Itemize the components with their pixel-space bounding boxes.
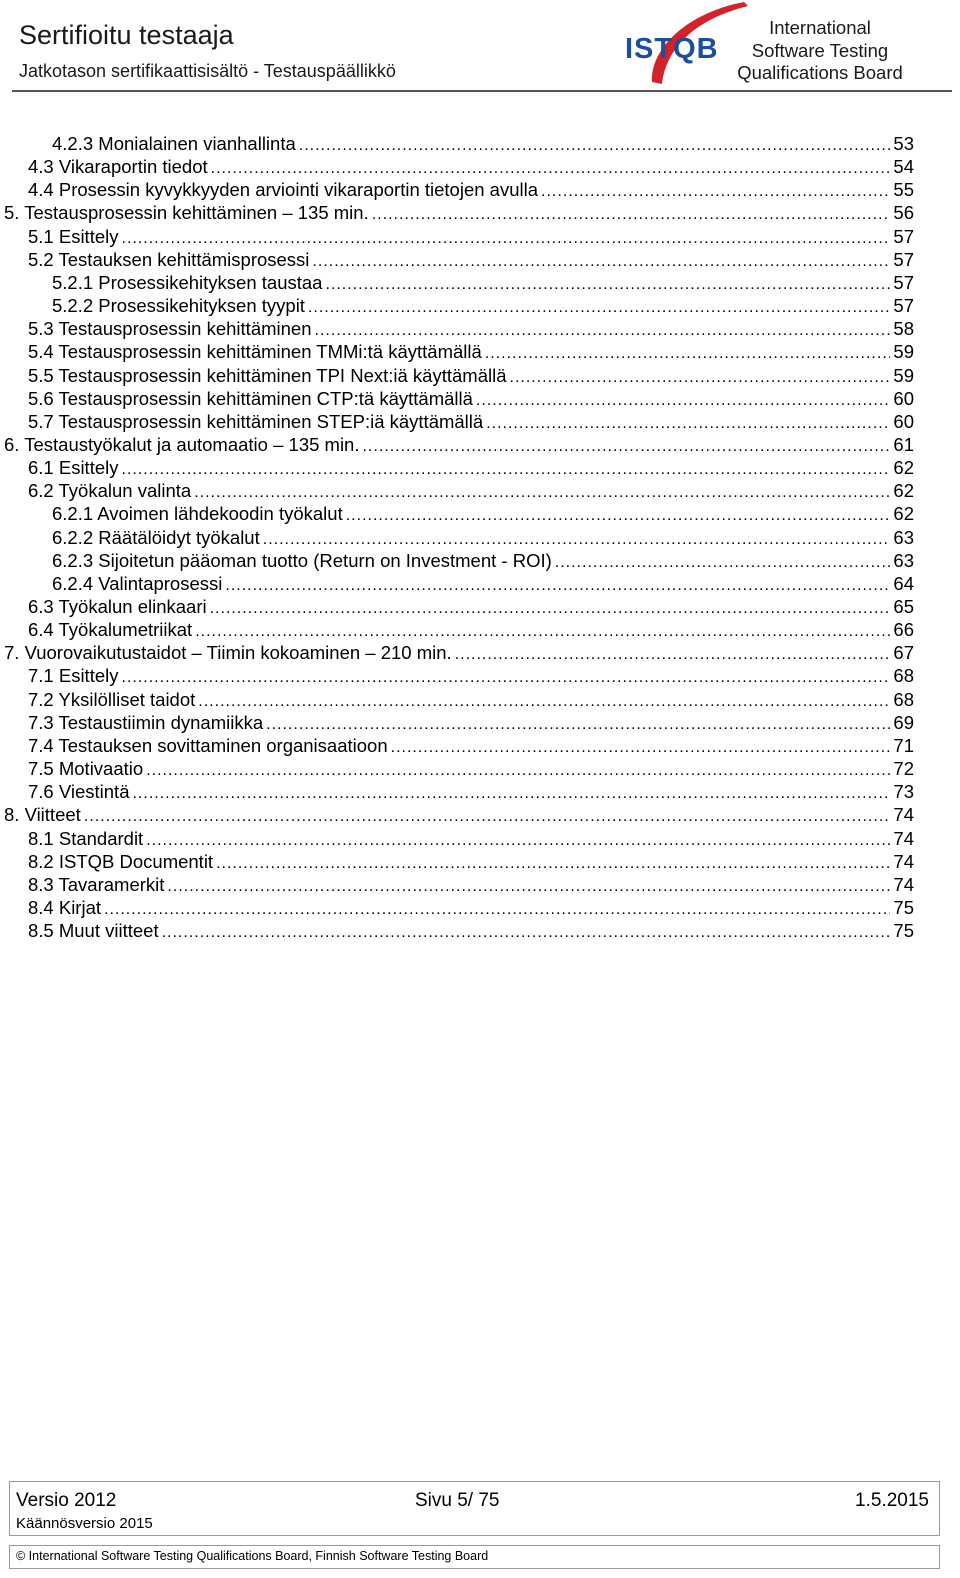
toc-entry-title: 5.6 Testausprosessin kehittäminen CTP:tä käyttämällä bbox=[28, 387, 473, 409]
toc-dot-leader bbox=[510, 366, 891, 389]
toc-dot-leader bbox=[84, 805, 891, 828]
toc-entry[interactable] bbox=[28, 364, 914, 387]
toc-dot-leader bbox=[312, 250, 890, 273]
page-header bbox=[0, 0, 960, 94]
toc-entry-title: 8.5 Muut viitteet bbox=[28, 920, 159, 942]
toc-dot-leader bbox=[486, 412, 890, 435]
toc-entry-page: 74 bbox=[893, 873, 914, 895]
toc-entry-page: 54 bbox=[893, 156, 914, 178]
toc-entry[interactable] bbox=[28, 688, 914, 711]
toc-dot-leader bbox=[225, 574, 890, 597]
toc-entry-page: 66 bbox=[893, 619, 914, 641]
toc-entry-title: 7.4 Testauksen sovittaminen organisaatioon bbox=[28, 734, 388, 756]
toc-entry[interactable] bbox=[4, 201, 914, 224]
toc-entry[interactable] bbox=[52, 526, 914, 549]
toc-entry-title: 4.4 Prosessin kyvykkyyden arviointi vikaraportin tietojen avulla bbox=[28, 179, 539, 201]
toc-entry-page: 69 bbox=[893, 711, 914, 733]
toc-dot-leader bbox=[122, 458, 891, 481]
toc-dot-leader bbox=[104, 898, 890, 921]
toc-dot-leader bbox=[132, 782, 890, 805]
toc-entry[interactable] bbox=[28, 618, 914, 641]
toc-entry[interactable] bbox=[28, 248, 914, 271]
toc-dot-leader bbox=[162, 921, 891, 944]
org-name-line: Qualifications Board bbox=[737, 62, 903, 83]
toc-entry[interactable] bbox=[28, 919, 914, 942]
toc-entry-title: 6.2.1 Avoimen lähdekoodin työkalut bbox=[52, 503, 343, 525]
toc-entry-title: 7.5 Motivaatio bbox=[28, 758, 144, 780]
toc-entry[interactable] bbox=[28, 317, 914, 340]
toc-entry-title: 7.3 Testaustiimin dynamiikka bbox=[28, 711, 264, 733]
toc-entry[interactable] bbox=[28, 757, 914, 780]
org-name bbox=[725, 17, 915, 85]
toc-dot-leader bbox=[146, 759, 890, 782]
toc-entry[interactable] bbox=[52, 572, 914, 595]
toc-entry-title: 5.2.1 Prosessikehityksen taustaa bbox=[52, 271, 323, 293]
toc-entry-title: 6.3 Työkalun elinkaari bbox=[28, 596, 207, 617]
org-name-line: International bbox=[769, 17, 871, 38]
toc-dot-leader bbox=[211, 157, 891, 180]
toc-entry-page: 65 bbox=[893, 596, 914, 617]
toc-entry-title: 8.1 Standardit bbox=[28, 827, 144, 849]
toc-dot-leader bbox=[210, 597, 891, 620]
toc-entry-title: 6.2.4 Valintaprosessi bbox=[52, 572, 223, 594]
toc-entry[interactable] bbox=[28, 873, 914, 896]
toc-dot-leader bbox=[195, 620, 890, 643]
document-subtitle: Jatkotason sertifikaattisisältö - Testauspäällikkö bbox=[19, 61, 396, 81]
toc-entry[interactable] bbox=[28, 595, 914, 618]
toc-entry[interactable] bbox=[28, 850, 914, 873]
toc-entry[interactable] bbox=[28, 155, 914, 178]
footer-version: Versio 2012 bbox=[16, 1490, 117, 1511]
toc-dot-leader bbox=[167, 875, 890, 898]
toc-entry-title: 5.1 Esittely bbox=[28, 225, 119, 247]
toc-entry[interactable] bbox=[28, 664, 914, 687]
toc-entry-title: 5.2.2 Prosessikehityksen tyypit bbox=[52, 295, 305, 317]
logo-text: ISTQB bbox=[625, 33, 719, 65]
toc-dot-leader bbox=[325, 273, 890, 296]
toc-entry-title: 6.1 Esittely bbox=[28, 457, 119, 479]
toc-entry-page: 56 bbox=[893, 202, 914, 224]
toc-entry-page: 63 bbox=[893, 526, 914, 548]
toc-entry[interactable] bbox=[28, 734, 914, 757]
toc-entry-page: 68 bbox=[893, 665, 914, 687]
toc-entry-page: 55 bbox=[893, 179, 914, 201]
toc-entry-title: 5.5 Testausprosessin kehittäminen TPI Next:iä käyttämällä bbox=[28, 364, 507, 386]
toc-dot-leader bbox=[194, 481, 890, 504]
toc-entry[interactable] bbox=[52, 294, 914, 317]
toc-entry-page: 75 bbox=[893, 896, 914, 918]
toc-dot-leader bbox=[198, 690, 890, 713]
toc-entry-page: 57 bbox=[893, 271, 914, 293]
toc-entry-title: 6.2.2 Räätälöidyt työkalut bbox=[52, 526, 260, 548]
toc-entry-title: 4.3 Vikaraportin tiedot bbox=[28, 156, 208, 178]
toc-entry-page: 64 bbox=[893, 572, 914, 594]
toc-entry-title: 6. Testaustyökalut ja automaatio – 135 min. bbox=[4, 433, 360, 455]
org-name-line: Software Testing bbox=[751, 39, 889, 61]
toc-dot-leader bbox=[476, 389, 891, 412]
toc-entry[interactable] bbox=[28, 896, 914, 919]
toc-entry[interactable] bbox=[28, 387, 914, 410]
toc-entry-page: 59 bbox=[893, 364, 914, 386]
footer-page-number: Sivu 5/ 75 bbox=[415, 1490, 500, 1511]
toc-entry-title: 5.4 Testausprosessin kehittäminen TMMi:tä käyttämällä bbox=[28, 341, 482, 363]
toc-entry-title: 7. Vuorovaikutustaidot – Tiimin kokoaminen – 210 min. bbox=[4, 642, 452, 664]
header-divider bbox=[12, 90, 952, 92]
toc-entry[interactable] bbox=[28, 711, 914, 734]
toc-entry-title: 4.2.3 Monialainen vianhallinta bbox=[52, 133, 296, 154]
toc-entry[interactable] bbox=[28, 479, 914, 502]
toc-dot-leader bbox=[146, 829, 890, 852]
toc-entry-page: 63 bbox=[893, 549, 914, 571]
toc-entry[interactable] bbox=[28, 340, 914, 363]
toc-dot-leader bbox=[541, 180, 890, 203]
toc-entry-title: 7.1 Esittely bbox=[28, 665, 119, 687]
toc-entry-page: 60 bbox=[893, 387, 914, 409]
toc-dot-leader bbox=[122, 666, 891, 689]
toc-entry-title: 8.3 Tavaramerkit bbox=[28, 873, 165, 895]
toc-entry[interactable] bbox=[28, 178, 914, 201]
footer-date: 1.5.2015 bbox=[855, 1490, 929, 1511]
toc-dot-leader bbox=[372, 203, 891, 226]
toc-entry-page: 53 bbox=[893, 133, 914, 154]
toc-entry-page: 62 bbox=[893, 480, 914, 502]
document-title: Sertifioitu testaaja bbox=[19, 20, 234, 50]
toc-dot-leader bbox=[485, 342, 891, 365]
toc-entry-title: 5.3 Testausprosessin kehittäminen bbox=[28, 318, 312, 340]
toc-entry-page: 57 bbox=[893, 225, 914, 247]
toc-entry[interactable] bbox=[52, 502, 914, 525]
toc-entry-page: 57 bbox=[893, 295, 914, 317]
toc-entry-title: 7.2 Yksilölliset taidot bbox=[28, 688, 196, 710]
copyright-bar bbox=[9, 1545, 940, 1569]
toc-entry-title: 8.2 ISTQB Documentit bbox=[28, 850, 214, 872]
toc-entry-title: 5.2 Testauksen kehittämisprosessi bbox=[28, 248, 310, 270]
toc-dot-leader bbox=[263, 528, 891, 551]
toc-entry-title: 5.7 Testausprosessin kehittäminen STEP:iä käyttämällä bbox=[28, 410, 484, 432]
toc-entry-page: 60 bbox=[893, 410, 914, 432]
toc-entry-page: 59 bbox=[893, 341, 914, 363]
toc-entry-title: 5. Testausprosessin kehittäminen – 135 min. bbox=[4, 202, 369, 224]
toc-entry-page: 72 bbox=[893, 758, 914, 780]
copyright-text: © International Software Testing Qualifications Board, Finnish Software Testing Board bbox=[16, 1549, 489, 1563]
toc-entry-title: 6.2 Työkalun valinta bbox=[28, 480, 192, 502]
toc-dot-leader bbox=[216, 852, 890, 875]
toc-entry-page: 74 bbox=[893, 827, 914, 849]
footer-translation-version: Käännösversio 2015 bbox=[16, 1515, 153, 1532]
toc-dot-leader bbox=[455, 643, 891, 666]
page-footer bbox=[9, 1481, 940, 1536]
toc-entry[interactable] bbox=[52, 271, 914, 294]
toc-entry-title: 6.4 Työkalumetriikat bbox=[28, 619, 193, 641]
toc-entry-page: 62 bbox=[893, 503, 914, 525]
toc-entry[interactable] bbox=[4, 641, 914, 664]
toc-entry[interactable] bbox=[4, 803, 914, 826]
toc-entry[interactable] bbox=[28, 225, 914, 248]
toc-entry-title: 6.2.3 Sijoitetun pääoman tuotto (Return on Investment - ROI) bbox=[52, 549, 552, 571]
toc-dot-leader bbox=[308, 296, 890, 319]
toc-dot-leader bbox=[299, 134, 891, 157]
toc-entry-title: 8.4 Kirjat bbox=[28, 896, 102, 918]
toc-entry-page: 73 bbox=[893, 781, 914, 803]
toc-dot-leader bbox=[362, 435, 890, 458]
toc-entry-page: 57 bbox=[893, 248, 914, 270]
toc-entry[interactable] bbox=[28, 827, 914, 850]
toc-entry-page: 58 bbox=[893, 318, 914, 340]
toc-dot-leader bbox=[266, 713, 890, 736]
toc-entry[interactable] bbox=[28, 456, 914, 479]
toc-entry-page: 61 bbox=[893, 433, 914, 455]
toc-entry-title: 7.6 Viestintä bbox=[28, 781, 130, 803]
toc-entry-page: 62 bbox=[893, 457, 914, 479]
toc-entry[interactable] bbox=[52, 132, 914, 155]
toc-dot-leader bbox=[346, 504, 891, 527]
toc-entry[interactable] bbox=[28, 780, 914, 803]
toc-dot-leader bbox=[122, 227, 891, 250]
toc-entry-page: 71 bbox=[893, 734, 914, 756]
toc-dot-leader bbox=[315, 319, 891, 342]
toc-entry[interactable] bbox=[4, 433, 914, 456]
toc-entry-title: 8. Viitteet bbox=[4, 804, 81, 826]
toc-entry-page: 68 bbox=[893, 688, 914, 710]
toc-entry-page: 67 bbox=[893, 642, 914, 664]
toc-entry-page: 74 bbox=[893, 850, 914, 872]
toc-dot-leader bbox=[555, 551, 891, 574]
toc-entry[interactable] bbox=[52, 549, 914, 572]
toc-entry-page: 74 bbox=[893, 804, 914, 826]
toc-dot-leader bbox=[391, 736, 891, 759]
toc-entry[interactable] bbox=[28, 410, 914, 433]
toc-entry-page: 75 bbox=[893, 920, 914, 942]
